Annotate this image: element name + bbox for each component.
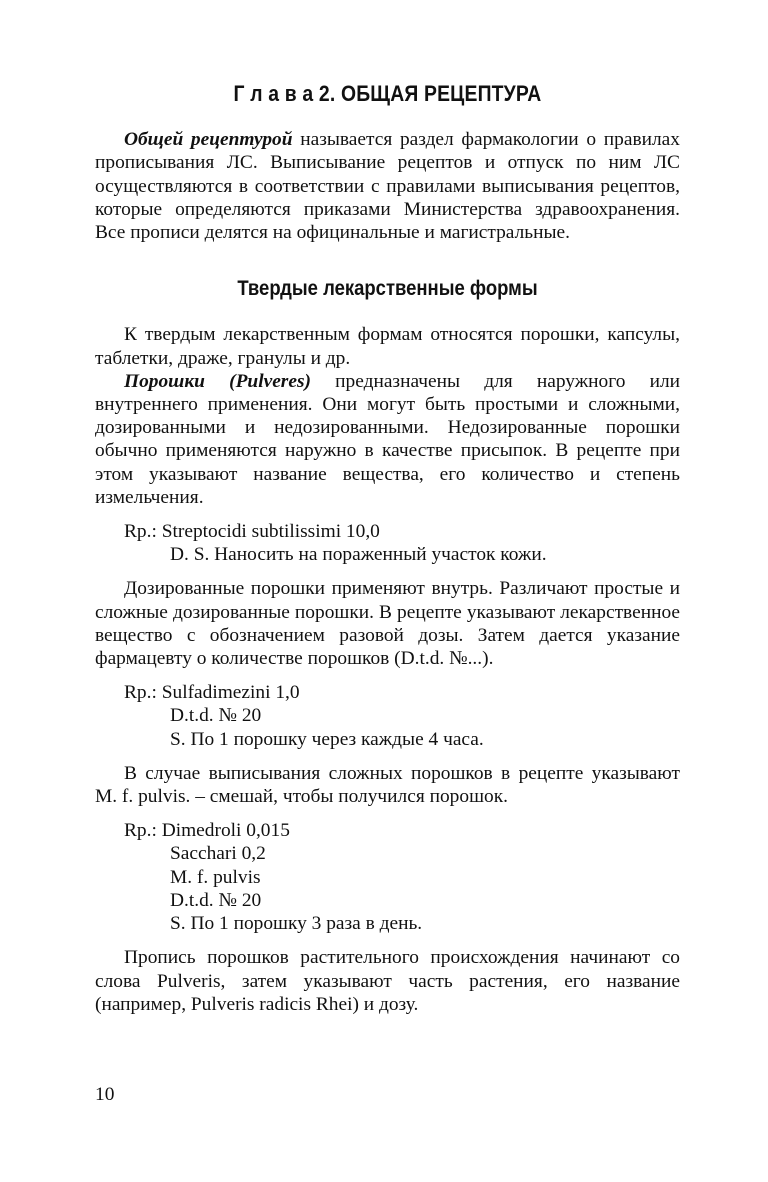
recipe-1-line-1: Rp.: Streptocidi subtilissimi 10,0 — [124, 521, 380, 543]
intro-text: называется раздел фармакологии о правилах прописывания ЛС. Выписывание рецептов и отпуск по ним ЛС осуществляются в соответствии с правилами выписывания рецептов, которые определяются приказами Министерства здравоохранения. Все прописи делятся на официнальные и магистральные. — [95, 129, 680, 244]
recipe-3-line-1: Rp.: Dimedroli 0,015 — [124, 820, 290, 842]
recipe-3-line-2: Sacchari 0,2 — [170, 843, 266, 865]
powders-term: Порошки (Pulveres) — [124, 370, 311, 392]
paragraph-5: Пропись порошков растительного происхождения начинают со слова Pulveris, затем указывают часть растения, его название (например, Pulveris radicis Rhei) и дозу. — [95, 947, 680, 1015]
page-number: 10 — [95, 1084, 115, 1105]
paragraph-1: К твердым лекарственным формам относятся порошки, капсулы, таблетки, драже, гранулы и др. — [95, 324, 680, 369]
recipe-3-line-5: S. По 1 порошку 3 раза в день. — [170, 913, 423, 935]
recipe-1 — [124, 520, 680, 566]
chapter-title: Г л а в а 2. ОБЩАЯ РЕЦЕПТУРА — [233, 81, 542, 106]
paragraph-2-text: предназначены для наружного или внутреннего применения. Они могут быть простыми и сложными, дозированными и недозированными. Недозированные порошки обычно применяются наружно в качестве присыпок. В рецепте при этом указывают название вещества, его количество и степень измельчения. — [95, 370, 681, 508]
paragraph-2 — [95, 370, 680, 509]
recipe-2-line-3: S. По 1 порошку через каждые 4 часа. — [170, 728, 484, 750]
recipe-3 — [124, 819, 680, 935]
recipe-2-line-1: Rp.: Sulfadimezini 1,0 — [124, 682, 300, 704]
book-page — [95, 82, 680, 1016]
recipe-3-line-3: M. f. pulvis — [170, 866, 261, 888]
recipe-2-line-2: D.t.d. № 20 — [170, 705, 262, 727]
recipe-2 — [124, 681, 680, 751]
paragraph-4: В случае выписывания сложных порошков в рецепте указывают M. f. pulvis. – смешай, чтобы получился порошок. — [95, 762, 680, 808]
section-title: Твердые лекарственные формы — [237, 277, 538, 301]
recipe-1-line-2: D. S. Наносить на пораженный участок кожи. — [170, 544, 547, 566]
intro-term: Общей рецептурой — [124, 129, 293, 151]
intro-paragraph — [95, 128, 680, 244]
paragraph-3: Дозированные порошки применяют внутрь. Различают простые и сложные дозированные порошки. В рецепте указывают лекарственное вещество с обозначением разовой дозы. Затем дается указание фармацевту о количестве порошков (D.t.d. №...). — [95, 578, 680, 670]
recipe-3-line-4: D.t.d. № 20 — [170, 889, 262, 911]
